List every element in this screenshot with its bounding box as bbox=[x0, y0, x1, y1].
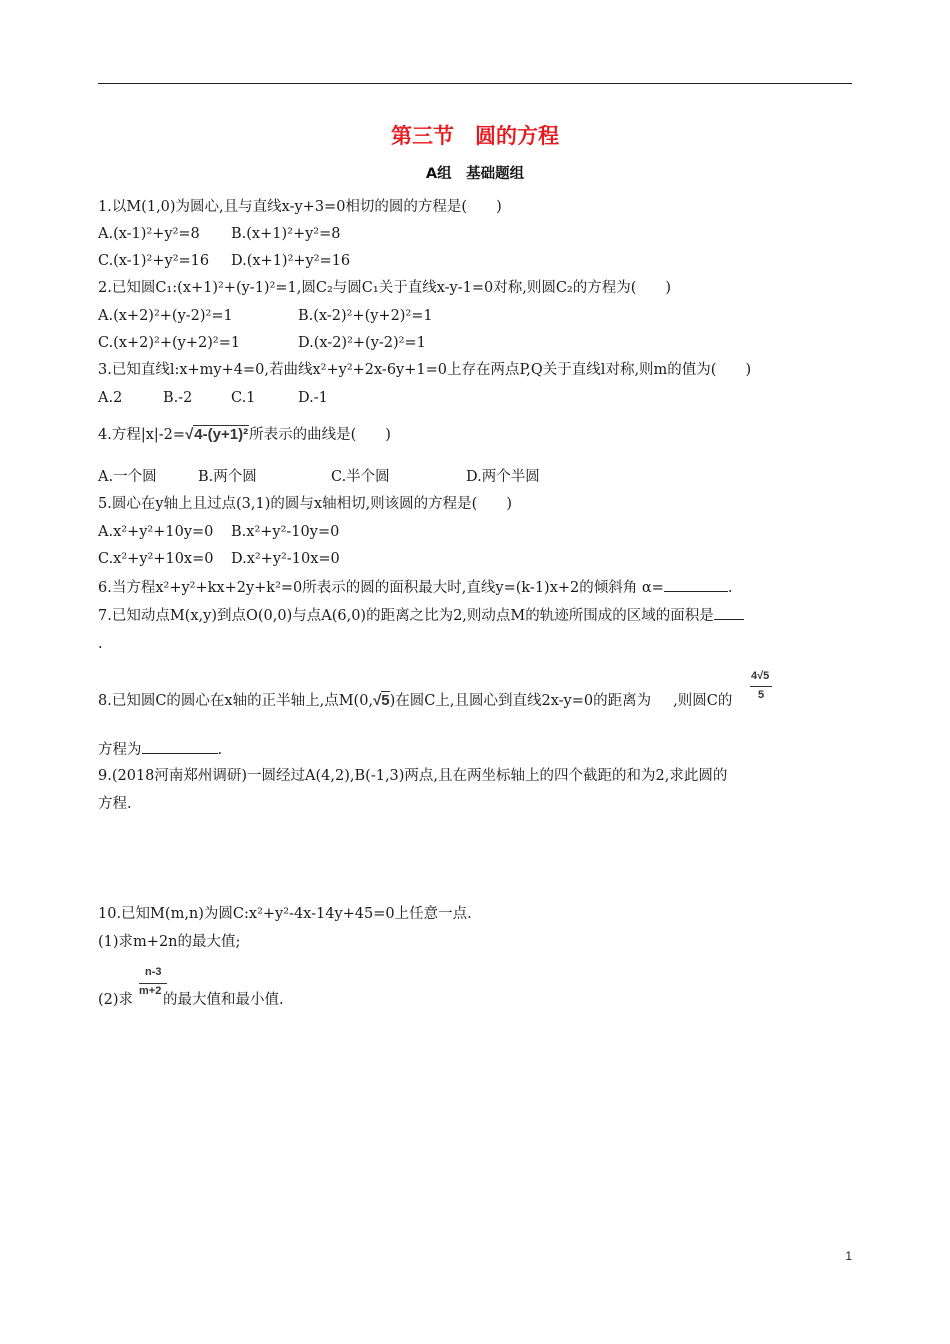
question-3-option-a: A.2 bbox=[98, 390, 123, 406]
question-5-option-d: D.x²+y²-10x=0 bbox=[231, 551, 340, 567]
question-5-option-b: B.x²+y²-10y=0 bbox=[231, 524, 340, 540]
section-title: 第三节 圆的方程 bbox=[391, 124, 559, 148]
question-8-stem bbox=[98, 691, 732, 711]
question-4-suffix: 所表示的曲线是( ) bbox=[249, 427, 391, 443]
question-3-option-b: B.-2 bbox=[163, 390, 193, 406]
sqrt-five: √5 bbox=[373, 692, 390, 709]
question-4-option-b: B.两个圆 bbox=[198, 469, 257, 485]
fraction-bar bbox=[750, 686, 772, 687]
question-10-stem: 10.已知M(m,n)为圆C:x²+y²-4x-14y+45=0上任意一点. bbox=[98, 906, 472, 922]
fraction-denominator: 5 bbox=[758, 689, 765, 701]
question-7-stem bbox=[98, 605, 744, 626]
question-6-end: . bbox=[727, 580, 733, 596]
question-2-option-b: B.(x-2)²+(y+2)²=1 bbox=[298, 308, 433, 324]
question-3-option-c: C.1 bbox=[231, 390, 256, 406]
header-rule bbox=[98, 83, 852, 84]
question-4-option-c: C.半个圆 bbox=[331, 469, 390, 485]
fraction-denominator: m+2 bbox=[139, 985, 162, 997]
question-7-end: . bbox=[98, 636, 103, 652]
fraction-bar bbox=[139, 983, 167, 984]
question-4-prefix: 4.方程|x|-2= bbox=[98, 427, 186, 443]
question-6-text: 6.当方程x²+y²+kx+2y+k²=0所表示的圆的面积最大时,直线y=(k-1)x+2的倾斜角 α= bbox=[98, 580, 664, 596]
question-4-stem bbox=[98, 425, 391, 445]
answer-blank bbox=[142, 739, 218, 754]
question-2-stem: 2.已知圆C₁:(x+1)²+(y-1)²=1,圆C₂与圆C₁关于直线x-y-1=0对称,则圆C₂的方程为( ) bbox=[98, 280, 672, 296]
question-5-option-c: C.x²+y²+10x=0 bbox=[98, 551, 214, 567]
question-6-stem bbox=[98, 577, 732, 598]
question-3-option-d: D.-1 bbox=[298, 390, 328, 406]
question-10-part2-prefix: (2)求 bbox=[98, 992, 134, 1008]
group-subtitle: A组 基础题组 bbox=[425, 166, 525, 182]
fraction-numerator: 4√5 bbox=[751, 670, 770, 682]
sqrt-expression: √4-(y+1)² bbox=[185, 426, 249, 443]
question-1-option-c: C.(x-1)²+y²=16 bbox=[98, 253, 210, 269]
question-8-end: . bbox=[217, 742, 223, 758]
question-10-part-2 bbox=[98, 990, 284, 1010]
question-10-part-1: (1)求m+2n的最大值; bbox=[98, 934, 241, 950]
page-number: 1 bbox=[845, 1249, 852, 1263]
question-8-answer-prefix: 方程为 bbox=[98, 742, 142, 758]
fraction-numerator: n-3 bbox=[145, 966, 162, 978]
question-5-stem: 5.圆心在y轴上且过点(3,1)的圆与x轴相切,则该圆的方程是( ) bbox=[98, 496, 512, 512]
question-1-option-a: A.(x-1)²+y²=8 bbox=[98, 226, 200, 242]
question-8-mid: )在圆C上,且圆心到直线2x-y=0的距离为 bbox=[389, 693, 652, 709]
question-7-text: 7.已知动点M(x,y)到点O(0,0)与点A(6,0)的距离之比为2,则动点M的轨迹所围成的区域的面积是 bbox=[98, 608, 714, 624]
answer-blank bbox=[714, 605, 744, 620]
question-2-option-c: C.(x+2)²+(y+2)²=1 bbox=[98, 335, 241, 351]
question-4-option-a: A.一个圆 bbox=[98, 469, 157, 485]
question-2-option-a: A.(x+2)²+(y-2)²=1 bbox=[98, 308, 233, 324]
question-8-line2 bbox=[98, 739, 222, 760]
question-3-stem: 3.已知直线l:x+my+4=0,若曲线x²+y²+2x-6y+1=0上存在两点P,Q关于直线l对称,则m的值为( ) bbox=[98, 362, 752, 378]
question-2-option-d: D.(x-2)²+(y-2)²=1 bbox=[298, 335, 426, 351]
question-9-stem-cont: 方程. bbox=[98, 796, 132, 812]
question-5-option-a: A.x²+y²+10y=0 bbox=[98, 524, 214, 540]
question-1-option-b: B.(x+1)²+y²=8 bbox=[231, 226, 341, 242]
question-9-stem: 9.(2018河南郑州调研)一圆经过A(4,2),B(-1,3)两点,且在两坐标轴上的四个截距的和为2,求此圆的 bbox=[98, 768, 728, 784]
question-1-option-d: D.(x+1)²+y²=16 bbox=[231, 253, 351, 269]
sqrt-radicand: 4-(y+1)² bbox=[194, 426, 249, 443]
answer-blank bbox=[664, 577, 728, 592]
question-4-option-d: D.两个半圆 bbox=[466, 469, 540, 485]
question-8-prefix: 8.已知圆C的圆心在x轴的正半轴上,点M(0, bbox=[98, 693, 374, 709]
question-10-part2-suffix: 的最大值和最小值. bbox=[163, 992, 284, 1008]
question-8-suffix: ,则圆C的 bbox=[673, 693, 733, 709]
question-1-stem: 1.以M(1,0)为圆心,且与直线x-y+3=0相切的圆的方程是( ) bbox=[98, 199, 502, 215]
